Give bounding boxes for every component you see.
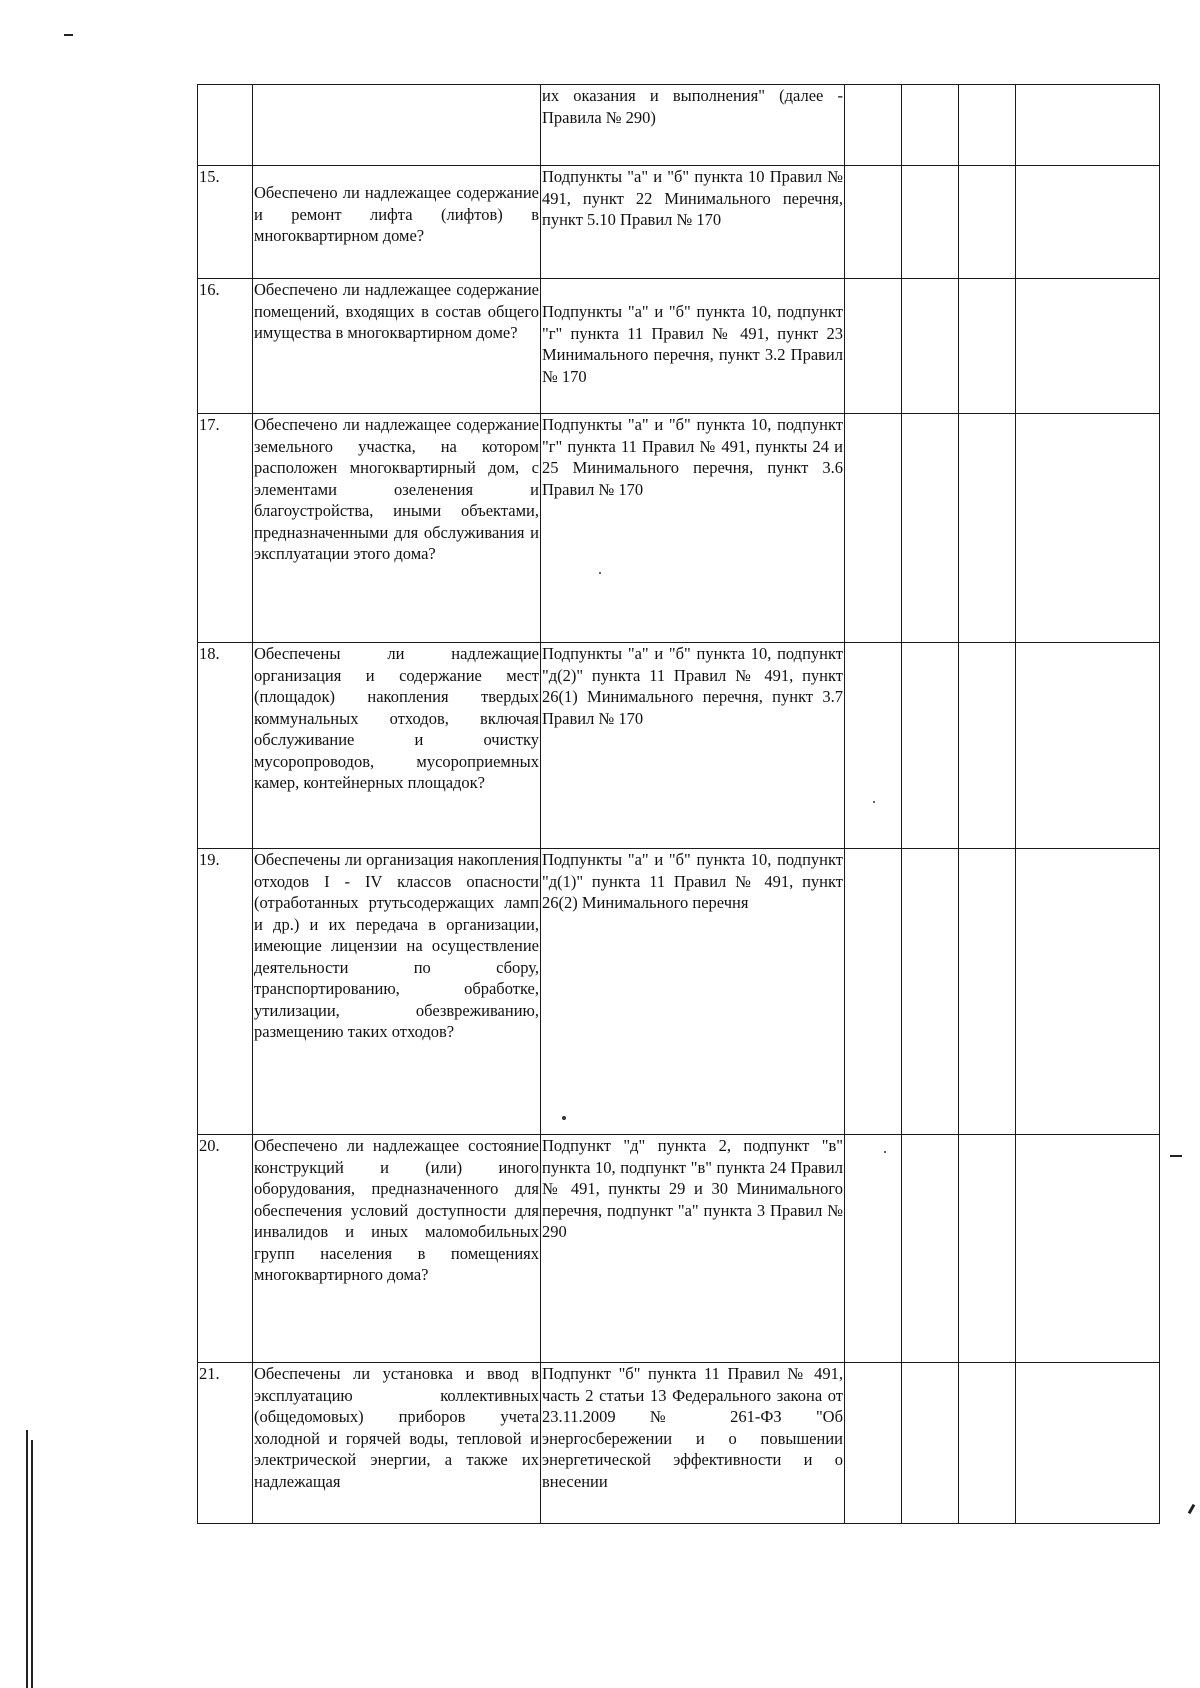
- answer-cell-na: [959, 414, 1016, 643]
- answer-cell-yes: [845, 166, 902, 279]
- row-number: 17.: [198, 414, 253, 643]
- question-text: Обеспечены ли надлежащие организация и содержание мест (площадок) накопления твердых коммунальных отходов, включая обслуживание и очистку мусоропроводов, мусороприемных камер, контейнерных площадок?: [254, 644, 539, 792]
- scan-mark-right: [1170, 1155, 1182, 1157]
- question-cell: [253, 1363, 541, 1524]
- note-cell: [1016, 1363, 1160, 1524]
- row-number: 21.: [198, 1363, 253, 1524]
- scan-mark-top-left: [64, 34, 73, 36]
- answer-cell-no: [902, 166, 959, 279]
- question-cell: [253, 279, 541, 414]
- reference-text: Подпункты "а" и "б" пункта 10, подпункт "г" пункта 11 Правил № 491, пункты 24 и 25 Минимального перечня, пункт 3.6 Правил № 170: [542, 415, 843, 499]
- note-cell: [1016, 166, 1160, 279]
- answer-cell-yes: [845, 1135, 902, 1363]
- row-number: 16.: [198, 279, 253, 414]
- answer-cell-no: [902, 85, 959, 166]
- checklist-table: [197, 84, 1160, 1524]
- answer-cell-yes: [845, 849, 902, 1135]
- question-text: Обеспечено ли надлежащее состояние конструкций и (или) иного оборудования, предназначенного для обеспечения условий доступности для инвалидов и иных маломобильных групп населения в помещениях многоквартирного дома?: [254, 1136, 539, 1284]
- note-cell: [1016, 279, 1160, 414]
- row-number: 20.: [198, 1135, 253, 1363]
- answer-cell-no: [902, 1363, 959, 1524]
- question-cell: [253, 643, 541, 849]
- reference-cell: [541, 849, 845, 1135]
- table-row: [198, 1135, 1160, 1363]
- answer-cell-na: [959, 1363, 1016, 1524]
- answer-cell-na: [959, 849, 1016, 1135]
- row-number: 19.: [198, 849, 253, 1135]
- note-cell: [1016, 849, 1160, 1135]
- answer-cell-no: [902, 849, 959, 1135]
- reference-text: Подпункты "а" и "б" пункта 10, подпункт "д(1)" пункта 11 Правил № 491, пункт 26(2) Минимального перечня: [542, 850, 843, 912]
- scan-mark-bottom-right: [1188, 1504, 1196, 1514]
- reference-cell: [541, 1363, 845, 1524]
- question-text: Обеспечено ли надлежащее содержание помещений, входящих в состав общего имущества в многоквартирном доме?: [254, 280, 539, 342]
- binding-line-1: [26, 1430, 28, 1688]
- answer-cell-yes: [845, 1363, 902, 1524]
- table-row: [198, 414, 1160, 643]
- table-row: [198, 849, 1160, 1135]
- note-cell: [1016, 85, 1160, 166]
- row-number: [198, 85, 253, 166]
- binding-line-2: [31, 1440, 33, 1688]
- reference-text: их оказания и выполнения" (далее - Правила № 290): [542, 86, 843, 127]
- answer-cell-na: [959, 166, 1016, 279]
- answer-cell-yes: [845, 85, 902, 166]
- answer-cell-no: [902, 279, 959, 414]
- question-cell: [253, 414, 541, 643]
- reference-cell: [541, 166, 845, 279]
- question-text: Обеспечены ли организация накопления отходов I - IV классов опасности (отработанных ртутьсодержащих ламп и др.) и их передача в организации, имеющие лицензии на осуществление деятельности по сбору, транспортированию, обработке, утилизации, обезвреживанию, размещению таких отходов?: [254, 850, 539, 1041]
- answer-cell-yes: [845, 279, 902, 414]
- question-text: Обеспечено ли надлежащее содержание земельного участка, на котором расположен многоквартирный дом, с элементами озеленения и благоустройства, иными объектами, предназначенными для обслуживания и эксплуатации этого дома?: [254, 415, 539, 563]
- reference-text: Подпункт "б" пункта 11 Правил № 491, часть 2 статьи 13 Федерального закона от 23.11.2009 № 261-ФЗ "Об энергосбережении и о повышении энергетической эффективности и о внесении: [542, 1364, 843, 1491]
- reference-cell: [541, 1135, 845, 1363]
- reference-cell: [541, 85, 845, 166]
- note-cell: [1016, 1135, 1160, 1363]
- question-text: Обеспечено ли надлежащее содержание и ремонт лифта (лифтов) в многоквартирном доме?: [254, 183, 539, 245]
- question-cell: [253, 1135, 541, 1363]
- answer-cell-na: [959, 279, 1016, 414]
- answer-cell-na: [959, 1135, 1016, 1363]
- row-number: 15.: [198, 166, 253, 279]
- reference-cell: [541, 643, 845, 849]
- table-row: [198, 279, 1160, 414]
- table-row: [198, 166, 1160, 279]
- answer-cell-na: [959, 643, 1016, 849]
- note-cell: [1016, 643, 1160, 849]
- reference-cell: [541, 279, 845, 414]
- reference-cell: [541, 414, 845, 643]
- note-cell: [1016, 414, 1160, 643]
- answer-cell-no: [902, 414, 959, 643]
- question-cell: [253, 85, 541, 166]
- reference-text: Подпункт "д" пункта 2, подпункт "в" пункта 10, подпункт "в" пункта 24 Правил № 491, пункты 29 и 30 Минимального перечня, подпункт "а" пункта 3 Правил № 290: [542, 1136, 843, 1241]
- answer-cell-yes: [845, 414, 902, 643]
- answer-cell-no: [902, 643, 959, 849]
- question-cell: [253, 849, 541, 1135]
- reference-text: Подпункты "а" и "б" пункта 10, подпункт "д(2)" пункта 11 Правил № 491, пункт 26(1) Минимального перечня, пункт 3.7 Правил № 170: [542, 644, 843, 728]
- table-row: [198, 85, 1160, 166]
- answer-cell-no: [902, 1135, 959, 1363]
- answer-cell-na: [959, 85, 1016, 166]
- table-row: [198, 1363, 1160, 1524]
- answer-cell-yes: [845, 643, 902, 849]
- question-cell: [253, 166, 541, 279]
- question-text: Обеспечены ли установка и ввод в эксплуатацию коллективных (общедомовых) приборов учета холодной и горячей воды, тепловой и электрической энергии, а также их надлежащая: [254, 1364, 539, 1491]
- reference-text: Подпункты "а" и "б" пункта 10 Правил № 491, пункт 22 Минимального перечня, пункт 5.10 Правил № 170: [542, 167, 843, 229]
- row-number: 18.: [198, 643, 253, 849]
- reference-text: Подпункты "а" и "б" пункта 10, подпункт "г" пункта 11 Правил № 491, пункт 23 Минимального перечня, пункт 3.2 Правил № 170: [542, 302, 843, 386]
- table-row: [198, 643, 1160, 849]
